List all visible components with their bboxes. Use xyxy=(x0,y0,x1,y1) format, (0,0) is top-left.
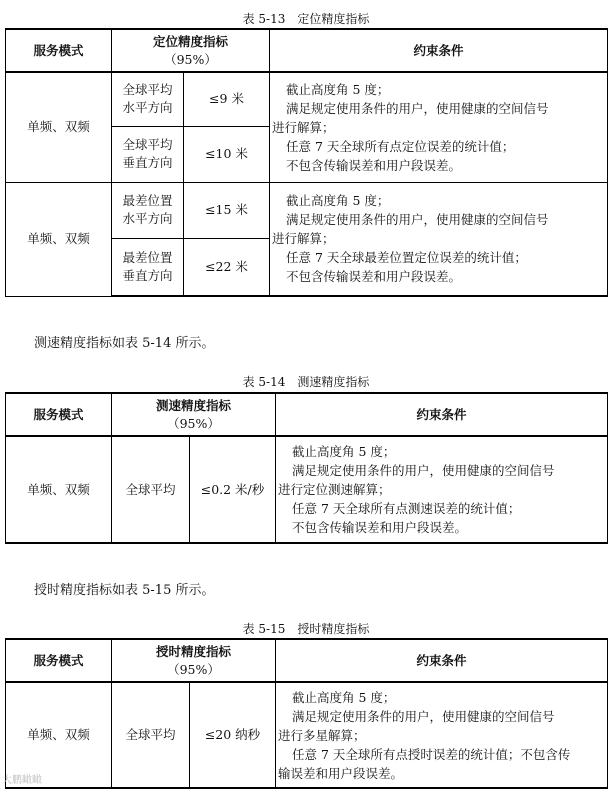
paragraph-5-14: 测速精度指标如表 5-14 所示。 xyxy=(34,336,215,351)
table-header-row xyxy=(6,29,608,72)
direction-label: 全球平均 xyxy=(122,137,173,152)
paragraph-5-15: 授时精度指标如表 5-15 所示。 xyxy=(34,583,215,598)
direction-cell: 全球平均 xyxy=(112,682,190,788)
constraint-line: 进行解算； xyxy=(272,231,335,247)
watermark: 大鹏瞰瞰 xyxy=(2,775,42,786)
constraint-line: 满足规定使用条件的用户，使用健康的空间信号 xyxy=(286,100,549,116)
direction-label: 垂直方向 xyxy=(122,155,173,170)
direction-label: 垂直方向 xyxy=(122,267,173,283)
constraint-line: 截止高度角 5 度； xyxy=(286,81,390,97)
constraint-line: 进行解算； xyxy=(272,119,335,135)
table-5-14-caption: 表 5-14 测速精度指标 xyxy=(242,375,370,389)
header-accuracy-percent: （95%） xyxy=(167,661,220,677)
constraint-line: 进行多星解算； xyxy=(278,727,366,743)
service-mode-cell: 单频、双频 xyxy=(6,436,112,543)
constraint-line: 任意 7 天全球所有点定位误差的统计值； xyxy=(286,138,515,154)
table-row xyxy=(6,436,608,543)
constraint-line: 满足规定使用条件的用户，使用健康的空间信号 xyxy=(292,708,555,724)
table-5-13-caption: 表 5-13 定位精度指标 xyxy=(242,12,370,26)
header-accuracy-percent: （95%） xyxy=(167,415,220,431)
direction-cell xyxy=(112,238,184,296)
header-constraints: 约束条件 xyxy=(276,393,608,436)
header-constraints: 约束条件 xyxy=(270,29,608,72)
table-5-13 xyxy=(5,28,608,297)
header-accuracy-percent: （95%） xyxy=(164,51,217,67)
table-header-row xyxy=(6,639,608,682)
constraints-cell xyxy=(276,682,608,788)
header-accuracy xyxy=(112,29,270,72)
service-mode-cell: 单频、双频 xyxy=(6,682,112,788)
header-accuracy-title: 测速精度指标 xyxy=(156,397,232,413)
constraints-cell xyxy=(276,436,608,543)
header-service-mode: 服务模式 xyxy=(6,639,112,682)
header-service-mode: 服务模式 xyxy=(6,393,112,436)
constraint-line: 不包含传输误差和用户段误差。 xyxy=(286,157,462,173)
service-mode-cell: 单频、双频 xyxy=(6,72,112,182)
constraint-line: 任意 7 天全球最差位置定位误差的统计值； xyxy=(286,250,527,266)
table-row xyxy=(6,682,608,788)
direction-label: 全球平均 xyxy=(122,82,173,98)
constraint-line: 截止高度角 5 度； xyxy=(292,689,396,705)
table-5-15 xyxy=(5,638,608,789)
constraint-line: 满足规定使用条件的用户，使用健康的空间信号 xyxy=(292,463,555,478)
constraint-line: 任意 7 天全球所有点测速误差的统计值； xyxy=(292,501,521,516)
direction-cell xyxy=(112,72,184,126)
header-accuracy-title: 授时精度指标 xyxy=(156,643,232,659)
constraint-line: 截止高度角 5 度； xyxy=(292,444,396,459)
table-header-row xyxy=(6,393,608,436)
header-accuracy xyxy=(112,393,276,436)
constraint-line: 输误差和用户段误差。 xyxy=(278,765,404,781)
header-accuracy-title: 定位精度指标 xyxy=(153,33,229,49)
constraint-line: 进行定位测速解算； xyxy=(278,482,391,497)
direction-cell: 全球平均 xyxy=(112,436,190,543)
direction-label: 水平方向 xyxy=(122,211,173,226)
constraint-line: 不包含传输误差和用户段误差。 xyxy=(292,520,468,535)
accuracy-value: ≤15 米 xyxy=(184,182,270,238)
constraint-line: 满足规定使用条件的用户，使用健康的空间信号 xyxy=(286,212,549,228)
accuracy-value: ≤9 米 xyxy=(184,72,270,126)
constraint-line: 任意 7 天全球所有点授时误差的统计值；不包含传 xyxy=(292,746,571,762)
direction-label: 最差位置 xyxy=(122,249,173,265)
table-5-15-caption: 表 5-15 授时精度指标 xyxy=(242,622,370,636)
direction-label: 最差位置 xyxy=(122,193,173,208)
constraint-line: 不包含传输误差和用户段误差。 xyxy=(286,269,462,285)
table-5-14 xyxy=(5,392,608,544)
accuracy-value: ≤10 米 xyxy=(184,126,270,182)
direction-cell xyxy=(112,182,184,238)
constraints-cell xyxy=(270,72,608,182)
accuracy-value: ≤22 米 xyxy=(184,238,270,296)
service-mode-cell: 单频、双频 xyxy=(6,182,112,296)
constraint-line: 截止高度角 5 度； xyxy=(286,193,390,209)
direction-label: 水平方向 xyxy=(122,100,173,116)
header-constraints: 约束条件 xyxy=(276,639,608,682)
table-row xyxy=(6,72,608,126)
header-accuracy xyxy=(112,639,276,682)
direction-cell xyxy=(112,126,184,182)
constraints-cell xyxy=(270,182,608,296)
table-row xyxy=(6,182,608,238)
header-service-mode: 服务模式 xyxy=(6,29,112,72)
accuracy-value: ≤0.2 米/秒 xyxy=(190,436,276,543)
accuracy-value: ≤20 纳秒 xyxy=(190,682,276,788)
